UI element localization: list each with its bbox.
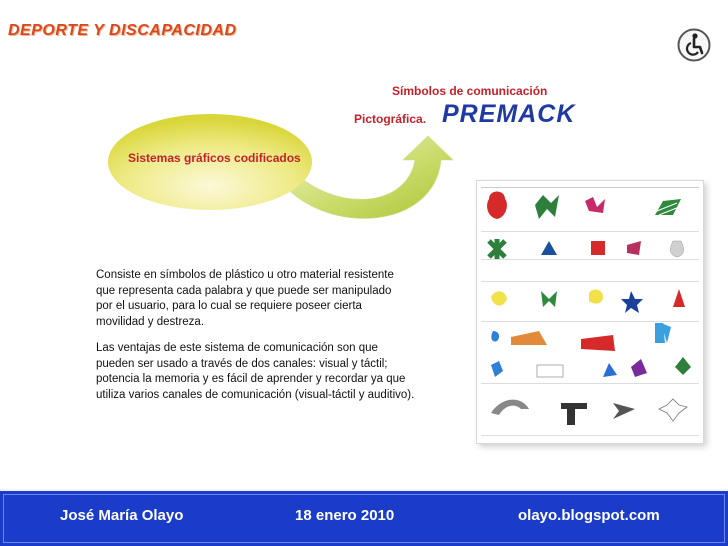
footer-bar <box>0 489 728 546</box>
paragraph-line: Las ventajas de este sistema de comunicación son que <box>96 342 378 354</box>
paragraph-line: pueden ser usado a través de dos canales: visual y táctil; <box>96 357 388 370</box>
description-paragraph <box>96 268 468 330</box>
advantages-paragraph <box>96 341 468 403</box>
paragraph-line: movilidad y destreza. <box>96 315 205 328</box>
premack-symbols-chart <box>476 180 704 444</box>
footer-blog-link[interactable]: olayo.blogspot.com <box>518 507 660 524</box>
premack-brand: PREMACK <box>442 100 576 128</box>
ellipse-label: Sistemas gráficos codificados <box>128 151 301 165</box>
accessibility-icon <box>677 28 711 62</box>
page-title: DEPORTE Y DISCAPACIDAD <box>8 22 237 39</box>
paragraph-line: por el usuario, para lo cual se requiere poseer cierta <box>96 300 362 312</box>
footer-author: José María Olayo <box>60 507 184 524</box>
paragraph-line: Consiste en símbolos de plástico u otro material resistente <box>96 269 394 281</box>
symbols-subtitle: Pictográfica. <box>354 112 427 126</box>
paragraph-line: utiliza varios canales de comunicación (visual-táctil y auditivo). <box>96 388 415 401</box>
paragraph-line: que representa cada palabra y que puede ser manipulado <box>96 284 392 297</box>
footer-date: 18 enero 2010 <box>295 507 395 524</box>
premack-symbols-image <box>477 181 703 443</box>
paragraph-line: potencia la memoria y es fácil de aprender y recordar ya que <box>96 373 406 385</box>
symbols-title: Símbolos de comunicación <box>392 84 548 98</box>
concept-diagram <box>100 110 480 230</box>
